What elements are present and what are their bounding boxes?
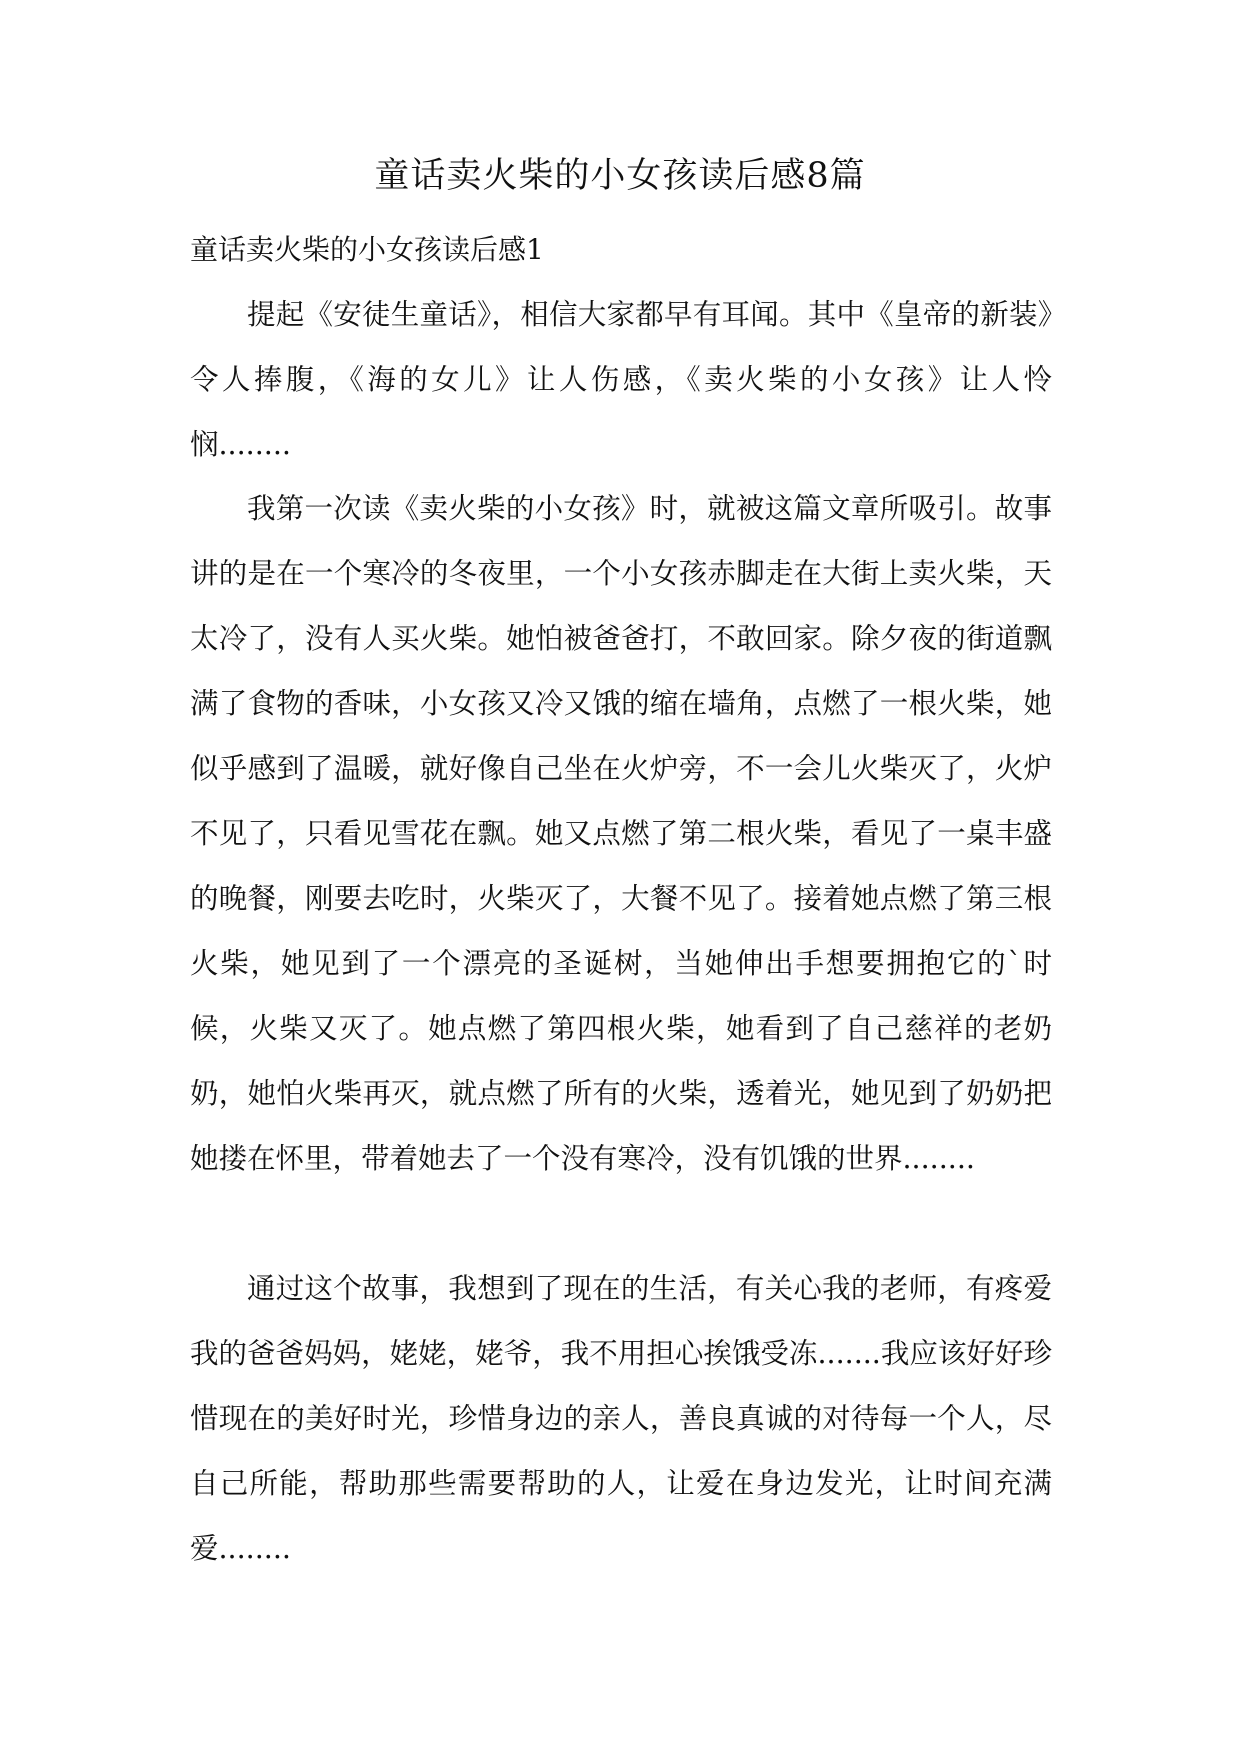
paragraph-intro: 提起《安徒生童话》，相信大家都早有耳闻。其中《皇帝的新装》令人捧腹，《海的女儿》让人伤感，《卖火柴的小女孩》让人怜悯........ [190, 298, 1052, 461]
document-title: 童话卖火柴的小女孩读后感8篇 [374, 156, 866, 196]
paragraph-story: 我第一次读《卖火柴的小女孩》时，就被这篇文章所吸引。故事讲的是在一个寒冷的冬夜里，一个小女孩赤脚走在大街上卖火柴，天太冷了，没有人买火柴。她怕被爸爸打，不敢回家。除夕夜的街道飘满了食物的香味，小女孩又冷又饿的缩在墙角，点燃了一根火柴，她似乎感到了温暖，就好像自己坐在火炉旁，不一会儿火柴灭了，火炉不见了，只看见雪花在飘。她又点燃了第二根火柴，看见了一桌丰盛的晚餐，刚要去吃时，火柴灭了，大餐不见了。接着她点燃了第三根火柴，她见到了一个漂亮的圣诞树，当她伸出手想要拥抱它的`时候，火柴又灭了。她点燃了第四根火柴，她看到了自己慈祥的老奶奶，她怕火柴再灭，就点燃了所有的火柴，透着光，她见到了奶奶把她搂在怀里，带着她去了一个没有寒冷，没有饥饿的世界........ [190, 492, 1052, 1175]
section-heading: 童话卖火柴的小女孩读后感1 [190, 233, 544, 266]
paragraph-reflection: 通过这个故事，我想到了现在的生活，有关心我的老师，有疼爱我的爸爸妈妈，姥姥，姥爷，我不用担心挨饿受冻.......我应该好好珍惜现在的美好时光，珍惜身边的亲人，善良真诚的对待每一个人，尽自己所能，帮助那些需要帮助的人，让爱在身边发光，让时间充满爱........ [190, 1272, 1052, 1565]
